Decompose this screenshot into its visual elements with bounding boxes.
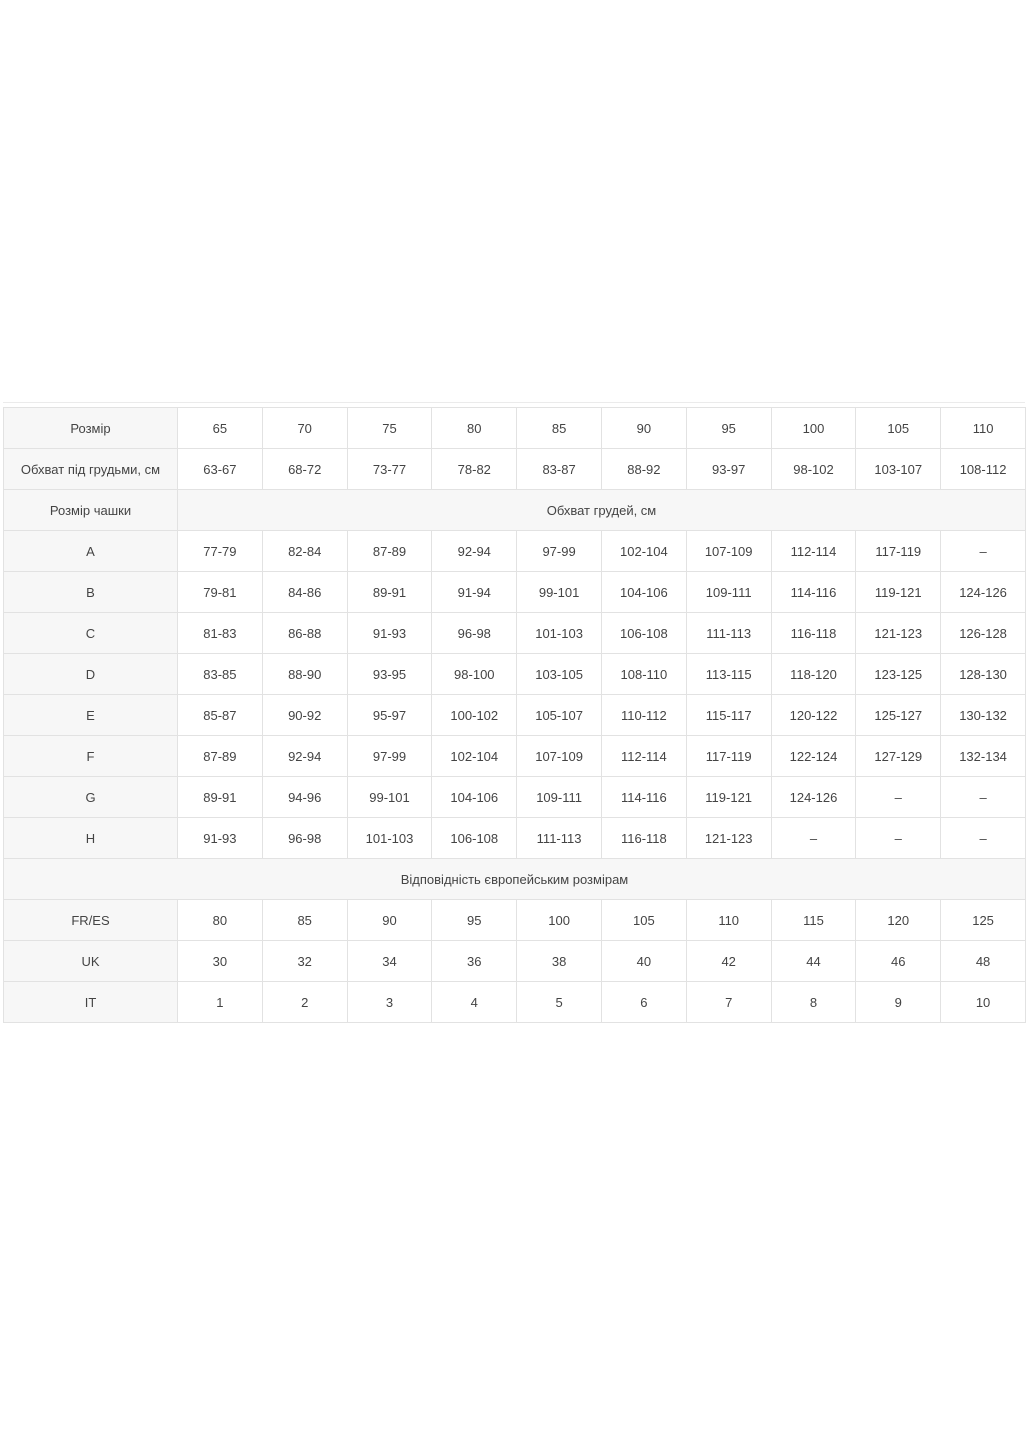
table-cell: 75 <box>347 408 432 449</box>
table-cell: 85 <box>517 408 602 449</box>
table-cell: 4 <box>432 982 517 1023</box>
table-cell: 115 <box>771 900 856 941</box>
table-cell: 82-84 <box>262 531 347 572</box>
table-cell: 105 <box>601 900 686 941</box>
table-cell: 63-67 <box>178 449 263 490</box>
table-cell: 10 <box>941 982 1026 1023</box>
table-cell: 68-72 <box>262 449 347 490</box>
underbust-row <box>4 449 1026 490</box>
table-cell: 32 <box>262 941 347 982</box>
table-cell: 97-99 <box>347 736 432 777</box>
table-cell: 73-77 <box>347 449 432 490</box>
table-cell: 91-94 <box>432 572 517 613</box>
top-divider <box>3 402 1025 403</box>
table-cell: 121-123 <box>856 613 941 654</box>
table-cell: 91-93 <box>178 818 263 859</box>
table-cell: 103-107 <box>856 449 941 490</box>
table-cell: 5 <box>517 982 602 1023</box>
table-cell: 112-114 <box>601 736 686 777</box>
table-cell: 107-109 <box>686 531 771 572</box>
table-cell: 109-111 <box>517 777 602 818</box>
table-cell: 77-79 <box>178 531 263 572</box>
cup-row <box>4 818 1026 859</box>
table-cell: 3 <box>347 982 432 1023</box>
table-cell: 125 <box>941 900 1026 941</box>
table-cell: 48 <box>941 941 1026 982</box>
table-cell: 81-83 <box>178 613 263 654</box>
table-cell: 109-111 <box>686 572 771 613</box>
table-cell: 119-121 <box>856 572 941 613</box>
table-cell: 100 <box>771 408 856 449</box>
row-label: E <box>4 695 178 736</box>
table-cell: 111-113 <box>517 818 602 859</box>
table-cell: 126-128 <box>941 613 1026 654</box>
table-cell: 108-110 <box>601 654 686 695</box>
table-cell: 128-130 <box>941 654 1026 695</box>
table-cell: 119-121 <box>686 777 771 818</box>
table-cell: 65 <box>178 408 263 449</box>
table-cell: 114-116 <box>601 777 686 818</box>
table-cell: 8 <box>771 982 856 1023</box>
table-cell: 2 <box>262 982 347 1023</box>
table-cell: 116-118 <box>601 818 686 859</box>
table-cell: 96-98 <box>432 613 517 654</box>
section-title: Відповідність європейським розмірам <box>4 859 1026 900</box>
table-cell: 101-103 <box>517 613 602 654</box>
table-cell: 107-109 <box>517 736 602 777</box>
row-label: Обхват під грудьми, см <box>4 449 178 490</box>
table-cell: 114-116 <box>771 572 856 613</box>
cup-row <box>4 695 1026 736</box>
table-cell: 106-108 <box>601 613 686 654</box>
table-cell: 9 <box>856 982 941 1023</box>
table-cell: 105 <box>856 408 941 449</box>
table-cell: 99-101 <box>517 572 602 613</box>
table-cell: 120-122 <box>771 695 856 736</box>
table-cell: 110 <box>686 900 771 941</box>
row-label: G <box>4 777 178 818</box>
table-cell: 85-87 <box>178 695 263 736</box>
table-cell: – <box>856 818 941 859</box>
row-label: Розмір <box>4 408 178 449</box>
cup-row <box>4 613 1026 654</box>
table-cell: 7 <box>686 982 771 1023</box>
row-label: Розмір чашки <box>4 490 178 531</box>
table-cell: 70 <box>262 408 347 449</box>
table-cell: 94-96 <box>262 777 347 818</box>
table-cell: 79-81 <box>178 572 263 613</box>
table-cell: 85 <box>262 900 347 941</box>
table-cell: 40 <box>601 941 686 982</box>
row-label: D <box>4 654 178 695</box>
table-cell: 88-92 <box>601 449 686 490</box>
table-cell: 121-123 <box>686 818 771 859</box>
table-cell: 132-134 <box>941 736 1026 777</box>
table-cell: 1 <box>178 982 263 1023</box>
table-cell: 110 <box>941 408 1026 449</box>
table-cell: 108-112 <box>941 449 1026 490</box>
table-cell: 87-89 <box>178 736 263 777</box>
table-cell: 111-113 <box>686 613 771 654</box>
table-cell: 103-105 <box>517 654 602 695</box>
table-cell: 105-107 <box>517 695 602 736</box>
cup-row <box>4 777 1026 818</box>
row-label: H <box>4 818 178 859</box>
table-cell: 102-104 <box>432 736 517 777</box>
table-cell: 117-119 <box>686 736 771 777</box>
table-cell: 115-117 <box>686 695 771 736</box>
table-cell: 112-114 <box>771 531 856 572</box>
table-cell: 92-94 <box>432 531 517 572</box>
cup-row <box>4 572 1026 613</box>
table-cell: 83-87 <box>517 449 602 490</box>
row-label: C <box>4 613 178 654</box>
table-cell: 78-82 <box>432 449 517 490</box>
table-cell: 86-88 <box>262 613 347 654</box>
table-cell: 123-125 <box>856 654 941 695</box>
table-cell: 38 <box>517 941 602 982</box>
table-cell: 90-92 <box>262 695 347 736</box>
table-cell: 93-97 <box>686 449 771 490</box>
table-cell: 127-129 <box>856 736 941 777</box>
table-cell: 89-91 <box>178 777 263 818</box>
table-cell: 101-103 <box>347 818 432 859</box>
table-cell: 97-99 <box>517 531 602 572</box>
table-cell: 118-120 <box>771 654 856 695</box>
table-cell: 124-126 <box>941 572 1026 613</box>
table-cell: 120 <box>856 900 941 941</box>
table-cell: – <box>856 777 941 818</box>
row-label: F <box>4 736 178 777</box>
section-title: Обхват грудей, см <box>178 490 1026 531</box>
table-cell: 122-124 <box>771 736 856 777</box>
table-cell: 30 <box>178 941 263 982</box>
table-cell: 98-102 <box>771 449 856 490</box>
table-cell: 100 <box>517 900 602 941</box>
row-label: UK <box>4 941 178 982</box>
size-row <box>4 408 1026 449</box>
table-cell: – <box>771 818 856 859</box>
table-cell: 36 <box>432 941 517 982</box>
table-cell: 34 <box>347 941 432 982</box>
euro-row <box>4 982 1026 1023</box>
table-cell: 95-97 <box>347 695 432 736</box>
table-cell: 84-86 <box>262 572 347 613</box>
table-cell: 99-101 <box>347 777 432 818</box>
euro-section-row <box>4 859 1026 900</box>
cup-row <box>4 736 1026 777</box>
table-cell: – <box>941 818 1026 859</box>
table-cell: 80 <box>432 408 517 449</box>
table-cell: 91-93 <box>347 613 432 654</box>
table-cell: 116-118 <box>771 613 856 654</box>
table-cell: – <box>941 777 1026 818</box>
table-cell: 98-100 <box>432 654 517 695</box>
table-cell: 124-126 <box>771 777 856 818</box>
table-cell: – <box>941 531 1026 572</box>
cup-row <box>4 654 1026 695</box>
table-cell: 6 <box>601 982 686 1023</box>
row-label: B <box>4 572 178 613</box>
table-cell: 130-132 <box>941 695 1026 736</box>
table-cell: 95 <box>686 408 771 449</box>
size-chart-body <box>4 408 1026 1023</box>
table-cell: 46 <box>856 941 941 982</box>
table-cell: 96-98 <box>262 818 347 859</box>
row-label: A <box>4 531 178 572</box>
table-cell: 87-89 <box>347 531 432 572</box>
table-cell: 117-119 <box>856 531 941 572</box>
euro-row <box>4 941 1026 982</box>
table-cell: 83-85 <box>178 654 263 695</box>
table-cell: 113-115 <box>686 654 771 695</box>
table-cell: 106-108 <box>432 818 517 859</box>
table-cell: 44 <box>771 941 856 982</box>
table-cell: 42 <box>686 941 771 982</box>
row-label: FR/ES <box>4 900 178 941</box>
table-cell: 90 <box>601 408 686 449</box>
table-cell: 90 <box>347 900 432 941</box>
table-cell: 95 <box>432 900 517 941</box>
table-cell: 104-106 <box>432 777 517 818</box>
table-cell: 100-102 <box>432 695 517 736</box>
row-label: IT <box>4 982 178 1023</box>
table-cell: 102-104 <box>601 531 686 572</box>
table-cell: 93-95 <box>347 654 432 695</box>
table-cell: 104-106 <box>601 572 686 613</box>
table-cell: 125-127 <box>856 695 941 736</box>
table-cell: 92-94 <box>262 736 347 777</box>
table-cell: 80 <box>178 900 263 941</box>
cup-row <box>4 531 1026 572</box>
table-cell: 88-90 <box>262 654 347 695</box>
table-cell: 110-112 <box>601 695 686 736</box>
cup-header-row <box>4 490 1026 531</box>
euro-row <box>4 900 1026 941</box>
size-chart-table <box>3 407 1026 1023</box>
table-cell: 89-91 <box>347 572 432 613</box>
